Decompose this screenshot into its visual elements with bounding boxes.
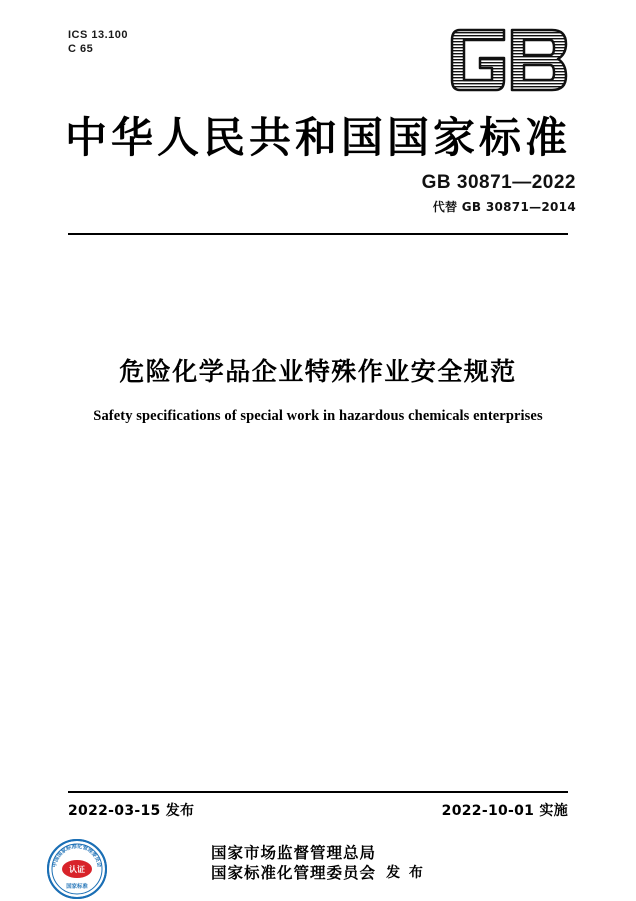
issuer-line-2: 国家标准化管理委员会 bbox=[211, 864, 377, 882]
document-title-chinese: 危险化学品企业特殊作业安全规范 bbox=[119, 357, 517, 386]
standard-number: GB 30871—2022 bbox=[421, 172, 576, 193]
divider-top bbox=[68, 233, 568, 235]
national-standard-title: 中华人民共和国国家标准 bbox=[64, 113, 571, 162]
ics-classification bbox=[68, 28, 128, 56]
ics-line-1: ICS 13.100 bbox=[68, 29, 129, 41]
implementation-date: 2022-10-01 实施 bbox=[441, 803, 568, 819]
standardization-seal-icon bbox=[46, 838, 108, 900]
standard-replaces: 代替 GB 30871—2014 bbox=[432, 200, 576, 214]
divider-bottom bbox=[68, 791, 568, 793]
issuer-names bbox=[211, 843, 376, 883]
gb-logo-icon bbox=[448, 26, 574, 94]
issue-verb: 发 布 bbox=[386, 865, 425, 881]
issue-date: 2022-03-15 发布 bbox=[68, 803, 195, 819]
issuer-line-1: 国家市场监督管理总局 bbox=[211, 844, 377, 862]
svg-text:中国国家标准化管理委员会: 中国国家标准化管理委员会 bbox=[51, 843, 103, 868]
document-title-english: Safety specifications of special work in hazardous chemicals enterprises bbox=[93, 408, 543, 424]
svg-text:认证: 认证 bbox=[69, 865, 85, 874]
svg-text:国家标准: 国家标准 bbox=[66, 884, 88, 890]
ics-line-2: C 65 bbox=[68, 43, 94, 55]
